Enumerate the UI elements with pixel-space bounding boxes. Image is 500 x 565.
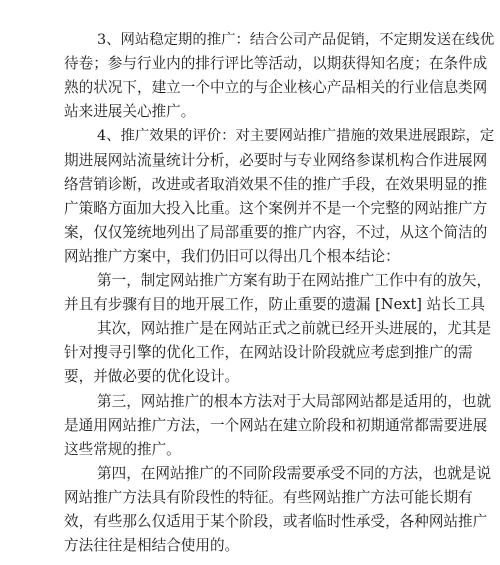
- text-line: 络营销诊断，改进或者取消效果不佳的推广手段，在效果明显的推: [64, 175, 488, 193]
- text-line: 并且有步骤有目的地开展工作，防止重要的遗漏 [Next] 站长工具: [64, 296, 486, 314]
- text-line: 第三，网站推广的根本方法对于大局部网站都是适用的，也就: [97, 392, 492, 410]
- text-line: 效，有些那么仅适用于某个阶段，或者临时性承受，各种网站推广: [64, 513, 488, 530]
- text-line: 案，仅仅笼统地列出了局部重要的推广内容，不过，从这个简洁的: [64, 223, 488, 241]
- text-line: 要，并做必要的优化设计。: [64, 368, 240, 386]
- text-line: 是通用网站推广方法，一个网站在建立阶段和初期通常都需要进展: [64, 416, 488, 434]
- text-line: 第一，制定网站推广方案有助于在网站推广工作中有的放矢，: [97, 272, 492, 289]
- text-line: 方法往往是相结合使用的。: [64, 537, 240, 555]
- text-line: 3、网站稳定期的推广：结合公司产品促销，不定期发送在线优: [97, 32, 495, 48]
- text-line: 其次，网站推广是在网站正式之前就已经开头进展的，尤其是: [97, 320, 492, 338]
- text-line: 待卷；参与行业内的排行评比等活动，以期获得知名度；在条件成: [64, 55, 488, 73]
- text-line: 期进展网站流量统计分析，必要时与专业网络参谋机构合作进展网: [64, 151, 488, 169]
- text-line: 网站推广方案中，我们仍旧可以得出几个根本结论：: [64, 247, 400, 265]
- text-line: 这些常规的推广。: [64, 440, 181, 458]
- text-line: 网站推广方法具有阶段性的特征。有些网站推广方法可能长期有: [64, 488, 473, 506]
- text-line: 熟的状况下，建立一个中立的与企业核心产品相关的行业信息类网: [64, 79, 488, 97]
- text-line: 4、推广效果的评价：对主要网站推广措施的效果进展跟踪，定: [97, 128, 495, 145]
- text-line: 针对搜寻引擎的优化工作，在网站设计阶段就应考虑到推广的需: [64, 344, 473, 362]
- text-line: 第四，在网站推广的不同阶段需要承受不同的方法，也就是说: [97, 464, 492, 482]
- text-line: 广策略方面加大投入比重。这个案例并不是一个完整的网站推广方: [64, 199, 488, 217]
- text-line: 站来进展关心推广。: [64, 103, 196, 121]
